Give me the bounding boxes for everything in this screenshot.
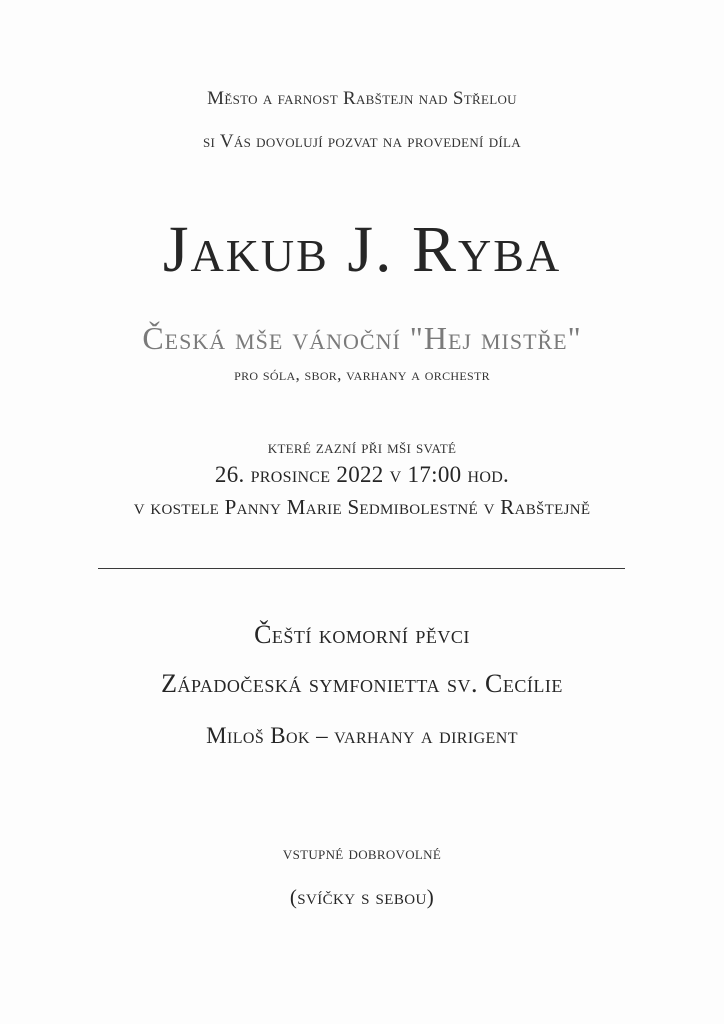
- event-occasion: které zazní při mši svaté: [267, 437, 457, 457]
- invitation-line-1: Město a farnost Rabštejn nad Střelou: [207, 88, 517, 109]
- event-venue: v kostele Panny Marie Sedmibolestné v Rabštejně: [133, 495, 591, 519]
- candles-note: (svíčky s sebou): [289, 885, 435, 909]
- work-title: Česká mše vánoční "Hej mistře": [142, 320, 582, 356]
- admission-text: vstupné dobrovolné: [282, 843, 442, 864]
- invitation-line-2: si Vás dovolují pozvat na provedení díla: [203, 131, 521, 152]
- section-divider: [98, 568, 625, 569]
- performer-conductor: Miloš Bok – varhany a dirigent: [206, 723, 518, 748]
- event-date: 26. prosince 2022 v 17:00 hod.: [214, 462, 510, 487]
- composer-name: Jakub J. Ryba: [162, 213, 562, 286]
- work-scoring: pro sóla, sbor, varhany a orchestr: [234, 365, 490, 384]
- performer-choir: Čeští komorní pěvci: [254, 620, 470, 649]
- performer-orchestra: Západočeská symfonietta sv. Cecílie: [161, 669, 563, 698]
